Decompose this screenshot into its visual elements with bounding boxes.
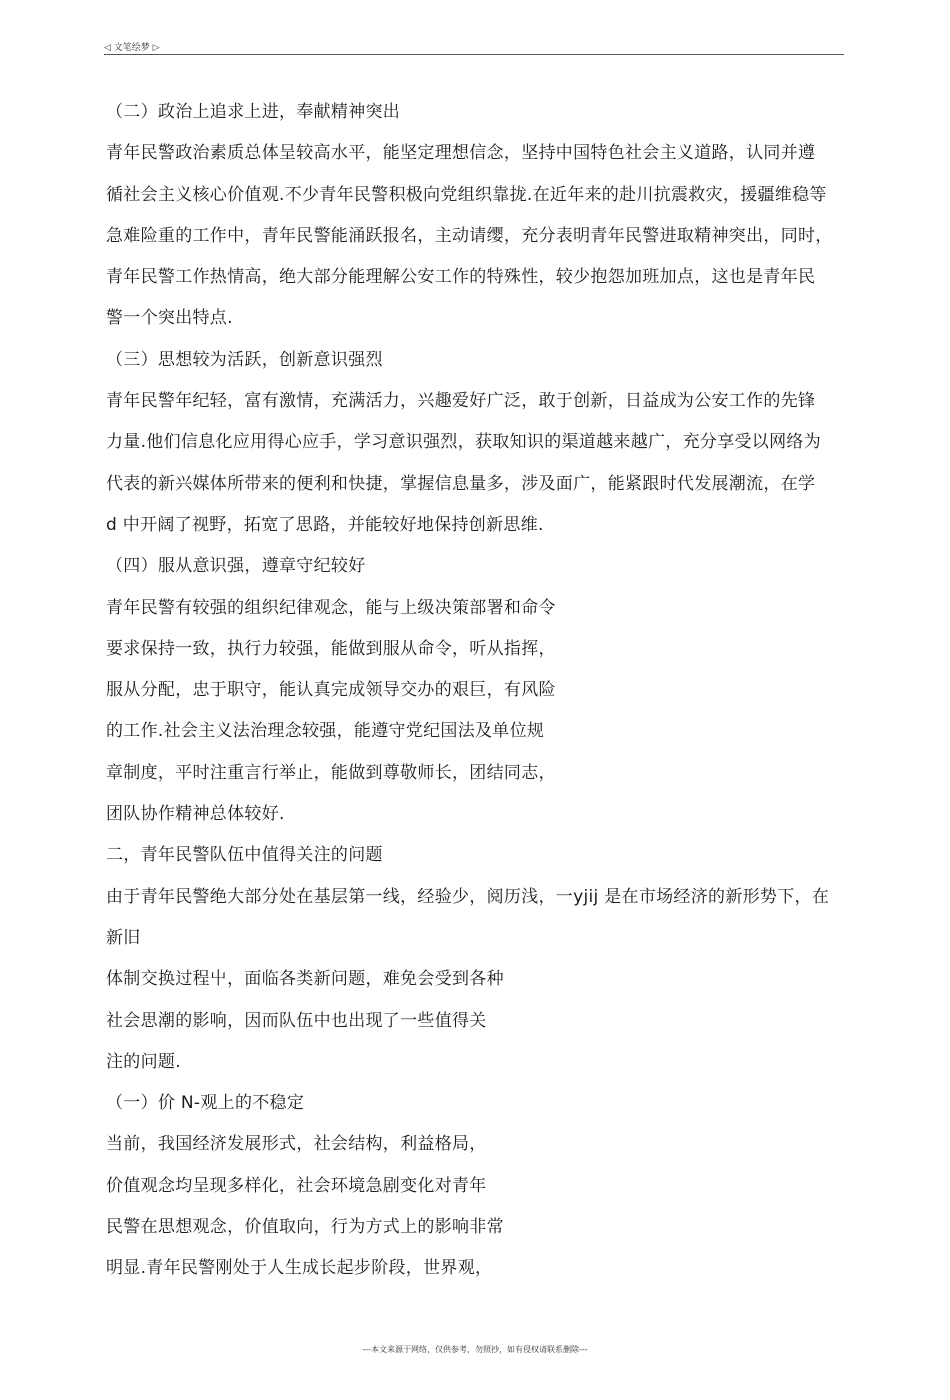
header-label: ◁ 文笔绘梦 ▷ — [104, 43, 160, 53]
text-line: 循社会主义核心价值观.不少青年民警积极向党组织靠拢.在近年来的赴川抗震救灾，援疆维稳等 — [106, 184, 827, 205]
text-line: 体制交换过程屮，面临各类新问题，难免会受到各种 — [106, 969, 504, 990]
text-line: （四）服从意识强，遵章守纪较好 — [106, 556, 366, 577]
text-line: 明显.青年民警刚处于人生成长起步阶段，世界观， — [106, 1258, 493, 1279]
text-line: 青年民警工作热情高，绝大部分能理解公安工作的特殊性，较少抱怨加班加点，这也是青年民 — [106, 267, 816, 288]
text-line: 团队协作精神总体较好. — [106, 804, 285, 825]
text-line: 服从分配，忠于职守，能认真完成领导交办的艰巨，有风险 — [106, 680, 556, 701]
text-line: 民警在思想观念，价值取向，行为方式上的影响非常 — [106, 1217, 504, 1238]
document-body — [106, 97, 846, 1295]
text-line: 价值观念均呈现多样化，社会环境急剧变化对青年 — [106, 1175, 487, 1196]
text-line: 要求保持一致，执行力较强，能做到服从命令，听从指挥， — [106, 638, 556, 659]
text-line: 由于青年民警绝大部分处在基层第一线，经验少，阅历浅，一yjij 是在市场经济的新形势下，在 — [106, 886, 830, 907]
text-line: （一）价 N-观上的不稳定 — [106, 1093, 305, 1114]
page-footer: ---本文来源于网络，仅供参考，勿照抄，如有侵权请联系删除--- — [362, 1345, 588, 1354]
text-line: d 中开阔了视野，拓宽了思路，并能较好地保持创新思维. — [106, 514, 544, 535]
text-line: 警一个突出特点. — [106, 308, 233, 329]
text-line: 代表的新兴媒体所带来的便利和快捷，掌握信息量多，涉及面广，能紧跟时代发展潮流，在学 — [106, 473, 816, 494]
text-line: 青年民警政治素质总体呈较高水平，能坚定理想信念，坚持中国特色社会主义道路，认同并遵 — [106, 143, 816, 164]
text-line: 社会思潮的影响，因而队伍中也出现了一些值得关 — [106, 1010, 487, 1031]
text-line: 注的问题. — [106, 1051, 181, 1072]
text-line: 力量.他们信息化应用得心应手，学习意识强烈，获取知识的渠道越来越广，充分享受以网络为 — [106, 432, 822, 453]
text-line: 新旧 — [106, 927, 141, 948]
text-line: 章制度，平时注重言行举止，能做到尊敬师长，团结同志， — [106, 762, 556, 783]
text-line: 青年民警有较强的组织纪律观念，能与上级决策部署和命令 — [106, 597, 556, 618]
text-line: 的工作.社会主义法治理念较强，能遵守党纪国法及单位规 — [106, 721, 545, 742]
page-header — [104, 38, 844, 55]
text-line: 二，青年民警队伍中值得关注的问题 — [106, 845, 383, 866]
text-line: 急难险重的工作中，青年民警能涌跃报名，主动请缨，充分表明青年民警进取精神突出，同时， — [106, 225, 833, 246]
text-line: 青年民警年纪轻，富有激情，充满活力，兴趣爱好广泛，敢于创新，日益成为公安工作的先锋 — [106, 391, 816, 412]
text-line: 当前，我国经济发展形式，社会结构，利益格局， — [106, 1134, 487, 1155]
text-line: （三）思想较为活跃，创新意识强烈 — [106, 349, 383, 370]
text-line: （二）政治上追求上进，奉献精神突出 — [106, 102, 401, 122]
